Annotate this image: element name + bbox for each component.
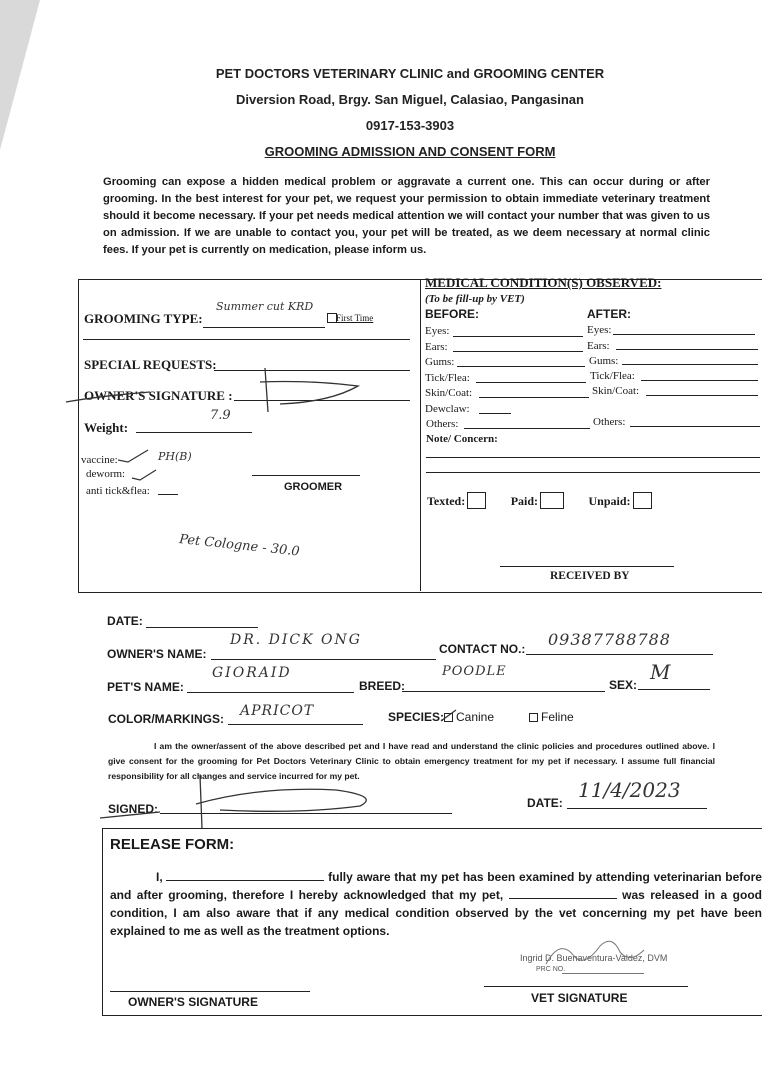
date-line[interactable]: [146, 627, 258, 628]
release-text-2: fully aware that my pet has been examined by attending veterinarian before and after grooming, therefore I hereby acknowledged that my pet,: [110, 870, 762, 902]
others-before-line[interactable]: [464, 428, 590, 429]
clinic-name: PET DOCTORS VETERINARY CLINIC and GROOMING CENTER: [215, 66, 605, 81]
before-line[interactable]: [476, 382, 586, 383]
others-after-line[interactable]: [630, 426, 760, 427]
after-label: AFTER:: [587, 307, 631, 321]
unpaid-label: Unpaid:: [588, 494, 631, 508]
contact-label: CONTACT NO.:: [439, 642, 526, 656]
after-line[interactable]: [616, 349, 758, 350]
before-line[interactable]: [453, 351, 583, 352]
payment-row: [427, 492, 652, 510]
deworm-label: deworm:: [86, 468, 126, 480]
after-row-label: Gums:: [589, 355, 619, 367]
grooming-type-label: GROOMING TYPE:: [84, 311, 203, 326]
groomer-line: [252, 475, 360, 476]
owner-name-blank[interactable]: [166, 880, 324, 881]
owner-name-label: OWNER'S NAME:: [107, 647, 207, 661]
feline-label: Feline: [541, 710, 574, 724]
vet-sig-line[interactable]: [484, 986, 688, 987]
vet-signature-scribble: [540, 934, 650, 974]
unpaid-checkbox[interactable]: [633, 492, 652, 509]
before-row-label: Eyes:: [425, 325, 450, 337]
color-label: COLOR/MARKINGS:: [108, 712, 224, 726]
date-label: DATE:: [107, 614, 143, 628]
clinic-phone: 0917-153-3903: [365, 118, 455, 133]
note-line-2[interactable]: [426, 472, 760, 473]
breed-line[interactable]: [402, 691, 605, 692]
note-concern-label: Note/ Concern:: [426, 433, 498, 445]
after-line[interactable]: [613, 334, 755, 335]
release-text-3: was released in a good condition, I am also aware that if any medical condition observed by the vet concerning my pet have been explained to me as well as the treatment options.: [110, 888, 762, 938]
weight-label: Weight:: [84, 420, 129, 435]
breed-value[interactable]: POODLE: [442, 664, 507, 679]
vaccine-value[interactable]: PH(B): [158, 450, 192, 463]
before-row-label: Ears:: [425, 341, 448, 353]
canine-label: Canine: [456, 710, 495, 724]
column-divider: [420, 279, 421, 591]
received-by-label: RECEIVED BY: [550, 570, 630, 582]
date2-label: DATE:: [527, 796, 563, 810]
others-after-label: Others:: [593, 416, 626, 428]
release-title: RELEASE FORM:: [110, 836, 235, 853]
color-line[interactable]: [228, 724, 363, 725]
vaccine-label: vaccine:: [81, 454, 118, 466]
others-before-label: Others:: [426, 418, 459, 430]
special-requests-label: SPECIAL REQUESTS:: [84, 357, 217, 372]
note-line-1[interactable]: [426, 457, 760, 458]
before-label: BEFORE:: [425, 307, 479, 321]
release-text-1: I,: [156, 870, 163, 884]
after-row-label: Skin/Coat:: [592, 385, 640, 397]
anti-tick-line: [158, 494, 178, 495]
owner-sig-line[interactable]: [110, 991, 310, 992]
received-by-line: [500, 566, 674, 567]
texted-checkbox[interactable]: [467, 492, 486, 509]
contact-line[interactable]: [526, 654, 713, 655]
release-paragraph: [110, 868, 762, 940]
paid-label: Paid:: [510, 494, 539, 508]
clinic-address: Diversion Road, Brgy. San Miguel, Calasiao, Pangasinan: [236, 92, 584, 107]
sex-line[interactable]: [638, 689, 710, 690]
owner-sig-label: OWNER'S SIGNATURE: [128, 995, 258, 1009]
after-line[interactable]: [622, 364, 758, 365]
pet-name-label: PET'S NAME:: [107, 680, 184, 694]
vet-sig-label: VET SIGNATURE: [531, 991, 628, 1005]
form-title: GROOMING ADMISSION AND CONSENT FORM: [264, 144, 556, 159]
after-row-label: Ears:: [587, 340, 610, 352]
texted-label: Texted:: [427, 494, 466, 508]
before-row-label: Tick/Flea:: [425, 372, 470, 384]
before-row-label: Skin/Coat:: [425, 387, 473, 399]
first-time-label: First Time: [336, 313, 374, 323]
prc-label: PRC NO.: [536, 966, 566, 973]
dewclaw-label: Dewclaw:: [425, 403, 470, 415]
owner-signature-label: OWNER'S SIGNATURE :: [84, 388, 233, 403]
weight-value[interactable]: 7.9: [210, 408, 231, 423]
paid-checkbox[interactable]: [540, 492, 564, 509]
before-row-label: Gums:: [425, 356, 455, 368]
weight-line: [136, 432, 252, 433]
before-line[interactable]: [479, 397, 589, 398]
pet-name-line[interactable]: [187, 692, 354, 693]
handwritten-note: Pet Cologne - 30.0: [178, 532, 301, 560]
owner-name-value[interactable]: DR. DICK ONG: [230, 632, 362, 648]
breed-label: BREED:: [359, 679, 406, 693]
consent-paragraph: I am the owner/assent of the above described pet and I have read and understand the clinic policies and procedures outlined above. I give consent for the grooming for Pet Doctors Veterinary Clinic to obtain emergency treatment for my pet if necessary. I assume full financial responsibility for all changes and service incurred for my pet.: [108, 741, 715, 781]
medical-subtitle: (To be fill-up by VET): [425, 293, 525, 305]
color-value[interactable]: APRICOT: [240, 703, 315, 719]
signed-label: SIGNED:: [108, 802, 159, 816]
sex-value[interactable]: M: [650, 660, 671, 684]
pet-name-value[interactable]: GIORAID: [212, 665, 292, 681]
date2-value[interactable]: 11/4/2023: [578, 778, 681, 802]
sex-label: SEX:: [609, 678, 638, 692]
grooming-type-line-2: [83, 339, 410, 340]
grooming-type-line: [203, 327, 325, 328]
anti-tick-label: anti tick&flea:: [86, 485, 150, 497]
feline-checkbox[interactable]: [529, 713, 538, 722]
grooming-type-value[interactable]: Summer cut KRD: [216, 300, 314, 313]
groomer-label: GROOMER: [284, 481, 343, 493]
owner-name-line[interactable]: [211, 659, 436, 660]
signed-signature-scribble: [100, 772, 400, 832]
intro-paragraph: Grooming can expose a hidden medical problem or aggravate a current one. This can occur during or after grooming. In the best interest for your pet, we request your permission to obtain immediate veterinary treatment should it become necessary. If your pet needs medical attention we will contact your number that was given to us on admission. If we are unable to contact you, your pet will be treated, as we deem necessary at normal clinic fees. If your pet is currently on medication, please inform us.: [103, 176, 710, 256]
before-line[interactable]: [453, 336, 583, 337]
contact-value[interactable]: 09387788788: [548, 630, 671, 649]
pet-name-blank[interactable]: [509, 898, 617, 899]
after-line[interactable]: [641, 380, 758, 381]
vet-stamp: Ingrid D. Buenaventura-Valdez, DVM: [520, 953, 668, 963]
after-line[interactable]: [646, 395, 758, 396]
after-row-label: Eyes:: [587, 324, 612, 336]
dewclaw-line[interactable]: [479, 413, 511, 414]
before-line[interactable]: [457, 366, 585, 367]
species-label: SPECIES:: [388, 710, 445, 724]
medical-title: MEDICAL CONDITION(S) OBSERVED:: [425, 275, 662, 290]
date2-line[interactable]: [567, 808, 707, 809]
after-row-label: Tick/Flea:: [590, 370, 635, 382]
